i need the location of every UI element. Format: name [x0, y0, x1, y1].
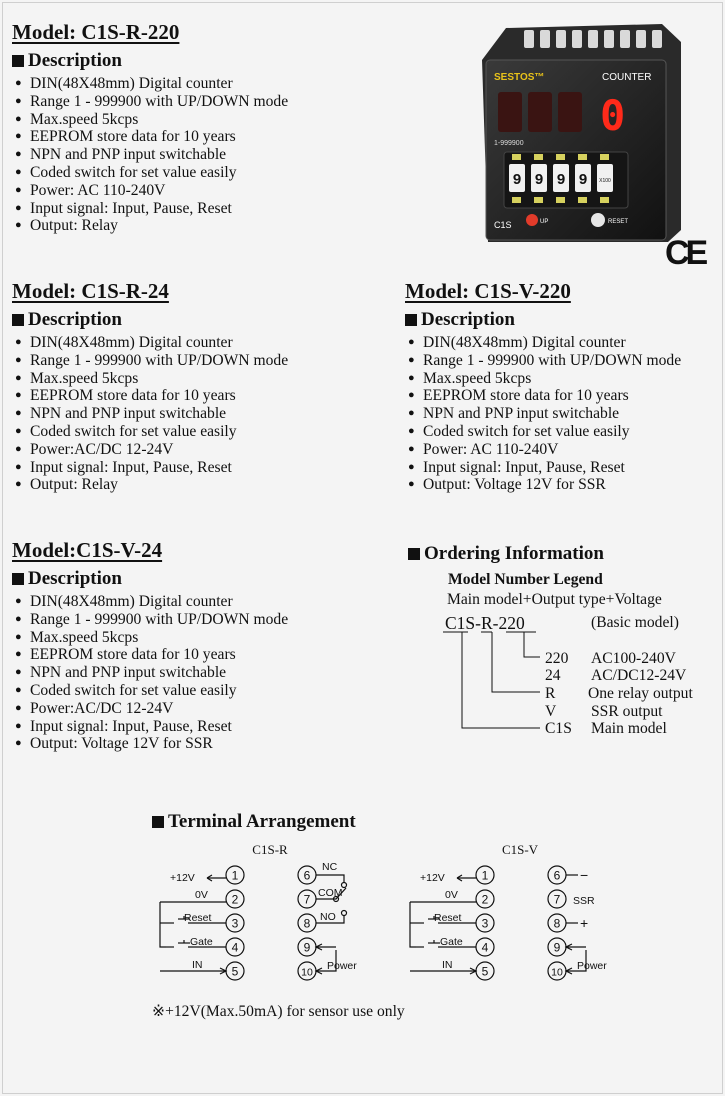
terminal-number: 7	[553, 892, 561, 907]
terminal-diagram	[150, 840, 607, 995]
feature-list	[12, 334, 288, 494]
terminal-label: SSR	[573, 895, 595, 907]
list-item: ● NPN and PNP input switchable	[12, 664, 288, 682]
terminal-label: Gate	[190, 936, 213, 948]
list-item: ● EEPROM store data for 10 years	[405, 387, 681, 405]
list-item: ● DIN(48X48mm) Digital counter	[12, 334, 288, 352]
list-item: ● DIN(48X48mm) Digital counter	[405, 334, 681, 352]
switch-digit: 9	[512, 171, 522, 188]
basic-model-label: (Basic model)	[591, 614, 679, 631]
list-item: ● NPN and PNP input switchable	[12, 405, 288, 423]
terminal-label: Power	[577, 960, 607, 972]
up-button-icon	[526, 214, 538, 226]
terminal-number: 3	[231, 916, 239, 931]
legend-code: V	[545, 703, 557, 720]
up-label: UP	[540, 219, 549, 225]
list-item: ● DIN(48X48mm) Digital counter	[12, 593, 288, 611]
description-heading: Description	[12, 309, 288, 331]
list-item: ● DIN(48X48mm) Digital counter	[12, 75, 288, 93]
feature-list	[12, 75, 288, 235]
range-label: 1-999900	[494, 140, 524, 147]
list-item: ● Power:AC/DC 12-24V	[12, 441, 288, 459]
terminal-number: 10	[551, 966, 563, 979]
terminal-label: Reset	[434, 912, 462, 924]
legend-code: 220	[545, 650, 569, 667]
description-heading: Description	[12, 568, 288, 590]
list-item: ● Output: Relay	[12, 476, 288, 494]
legend-meaning: AC/DC12-24V	[591, 667, 687, 684]
square-bullet-icon	[405, 314, 417, 326]
terminal-label: +12V	[170, 872, 195, 884]
product-photo	[476, 20, 687, 248]
terminal-label: +	[580, 915, 589, 931]
model-block-c1s-v-220	[405, 279, 681, 494]
legend-meaning: One relay output	[588, 685, 693, 702]
terminal-number: 5	[231, 964, 239, 979]
list-item: ● Range 1 - 999900 with UP/DOWN mode	[405, 352, 681, 370]
terminal-number: 1	[231, 868, 239, 883]
list-item: ● Input signal: Input, Pause, Reset	[12, 200, 288, 218]
list-item: ● Max.speed 5kcps	[405, 370, 681, 388]
terminal-label: 0V	[445, 889, 458, 901]
list-item: ● Range 1 - 999900 with UP/DOWN mode	[12, 611, 288, 629]
list-item: ● Input signal: Input, Pause, Reset	[405, 459, 681, 477]
terminal-number: 8	[303, 916, 311, 931]
terminal-label: IN	[442, 959, 453, 971]
square-bullet-icon	[12, 573, 24, 585]
switch-digit: 9	[556, 171, 566, 188]
legend-meaning: AC100-240V	[591, 650, 676, 667]
legend-meaning: Main model	[591, 720, 667, 737]
terminal-label: NO	[320, 911, 336, 923]
terminal-label: Reset	[184, 912, 212, 924]
terminal-label: Power	[327, 960, 357, 972]
model-title: Model: C1S-V-220	[405, 279, 571, 303]
led-display-digit: 0	[600, 91, 626, 140]
terminal-number: 3	[481, 916, 489, 931]
list-item: ● Power:AC/DC 12-24V	[12, 700, 288, 718]
reset-label: RESET	[608, 219, 629, 225]
list-item: ● Input signal: Input, Pause, Reset	[12, 718, 288, 736]
brand-label: SESTOS™	[494, 72, 545, 83]
counter-label: COUNTER	[602, 72, 652, 83]
terminal-number: 4	[481, 940, 489, 955]
list-item: ● Output: Voltage 12V for SSR	[405, 476, 681, 494]
legend-connector-lines	[440, 630, 560, 742]
code-separator: -	[492, 613, 499, 633]
list-item: ● EEPROM store data for 10 years	[12, 128, 288, 146]
list-item: ● Power: AC 110-240V	[12, 182, 288, 200]
terminal-number: 2	[481, 892, 489, 907]
code-separator: -	[475, 613, 481, 633]
terminal-number: 4	[231, 940, 239, 955]
terminal-label: 0V	[195, 889, 208, 901]
list-item: ● EEPROM store data for 10 years	[12, 387, 288, 405]
legend-title: Model Number Legend	[448, 571, 603, 588]
terminal-label: Gate	[440, 936, 463, 948]
terminal-label: COM	[318, 887, 343, 899]
model-block-c1s-r-220	[12, 20, 288, 235]
legend-meaning: SSR output	[591, 703, 663, 720]
description-heading: Description	[12, 50, 288, 72]
list-item: ● Output: Relay	[12, 217, 288, 235]
terminal-label: −	[580, 867, 589, 883]
terminal-label: NC	[322, 861, 338, 873]
terminal-label: IN	[192, 959, 203, 971]
code-voltage: 220	[498, 613, 525, 633]
code-output: R	[480, 613, 493, 633]
feature-list	[12, 593, 288, 753]
list-item: ● Max.speed 5kcps	[12, 111, 288, 129]
model-title: Model: C1S-R-24	[12, 279, 169, 303]
switch-digit: 9	[534, 171, 544, 188]
terminal-number: 1	[481, 868, 489, 883]
description-heading: Description	[405, 309, 681, 331]
terminal-label: +12V	[420, 872, 445, 884]
legend-code: R	[545, 685, 556, 702]
terminal-number: 5	[481, 964, 489, 979]
terminal-number: 2	[231, 892, 239, 907]
list-item: ● Coded switch for set value easily	[12, 423, 288, 441]
list-item: ● Range 1 - 999900 with UP/DOWN mode	[12, 93, 288, 111]
list-item: ● EEPROM store data for 10 years	[12, 646, 288, 664]
square-bullet-icon	[152, 816, 164, 828]
reset-button-icon	[591, 213, 605, 227]
sensor-note: ※+12V(Max.50mA) for sensor use only	[152, 1003, 405, 1020]
terminal-number: 6	[553, 868, 561, 883]
list-item: ● Range 1 - 999900 with UP/DOWN mode	[12, 352, 288, 370]
feature-list	[405, 334, 681, 494]
terminal-number: 9	[303, 940, 311, 955]
list-item: ● Power: AC 110-240V	[405, 441, 681, 459]
diagram-title-r: C1S-R	[252, 842, 288, 857]
terminal-number: 10	[301, 966, 313, 979]
model-block-c1s-r-24	[12, 279, 288, 494]
ce-mark-icon: CE	[665, 234, 705, 272]
code-main: C1S	[445, 613, 476, 633]
terminal-number: 7	[303, 892, 311, 907]
model-title: Model: C1S-R-220	[12, 20, 180, 44]
terminal-number: 6	[303, 868, 311, 883]
list-item: ● Output: Voltage 12V for SSR	[12, 735, 288, 753]
list-item: ● Max.speed 5kcps	[12, 370, 288, 388]
list-item: ● Input signal: Input, Pause, Reset	[12, 459, 288, 477]
model-block-c1s-v-24	[12, 538, 288, 753]
list-item: ● Coded switch for set value easily	[405, 423, 681, 441]
ordering-heading: Ordering Information	[408, 543, 604, 565]
list-item: ● Max.speed 5kcps	[12, 629, 288, 647]
diagram-title-v: C1S-V	[501, 842, 539, 857]
multiplier-label: X100	[599, 178, 611, 184]
terminal-number: 8	[553, 916, 561, 931]
legend-code: C1S	[545, 720, 572, 737]
list-item: ● NPN and PNP input switchable	[405, 405, 681, 423]
square-bullet-icon	[12, 55, 24, 67]
legend-code: 24	[545, 667, 561, 684]
list-item: ● Coded switch for set value easily	[12, 164, 288, 182]
square-bullet-icon	[12, 314, 24, 326]
terminal-number: 9	[553, 940, 561, 955]
switch-digit: 9	[578, 171, 588, 188]
square-bullet-icon	[408, 548, 420, 560]
list-item: ● NPN and PNP input switchable	[12, 146, 288, 164]
terminal-heading: Terminal Arrangement	[152, 811, 356, 833]
model-title: Model:C1S-V-24	[12, 538, 163, 562]
model-label: C1S	[494, 220, 512, 230]
list-item: ● Coded switch for set value easily	[12, 682, 288, 700]
legend-formula: Main model+Output type+Voltage	[447, 591, 662, 608]
